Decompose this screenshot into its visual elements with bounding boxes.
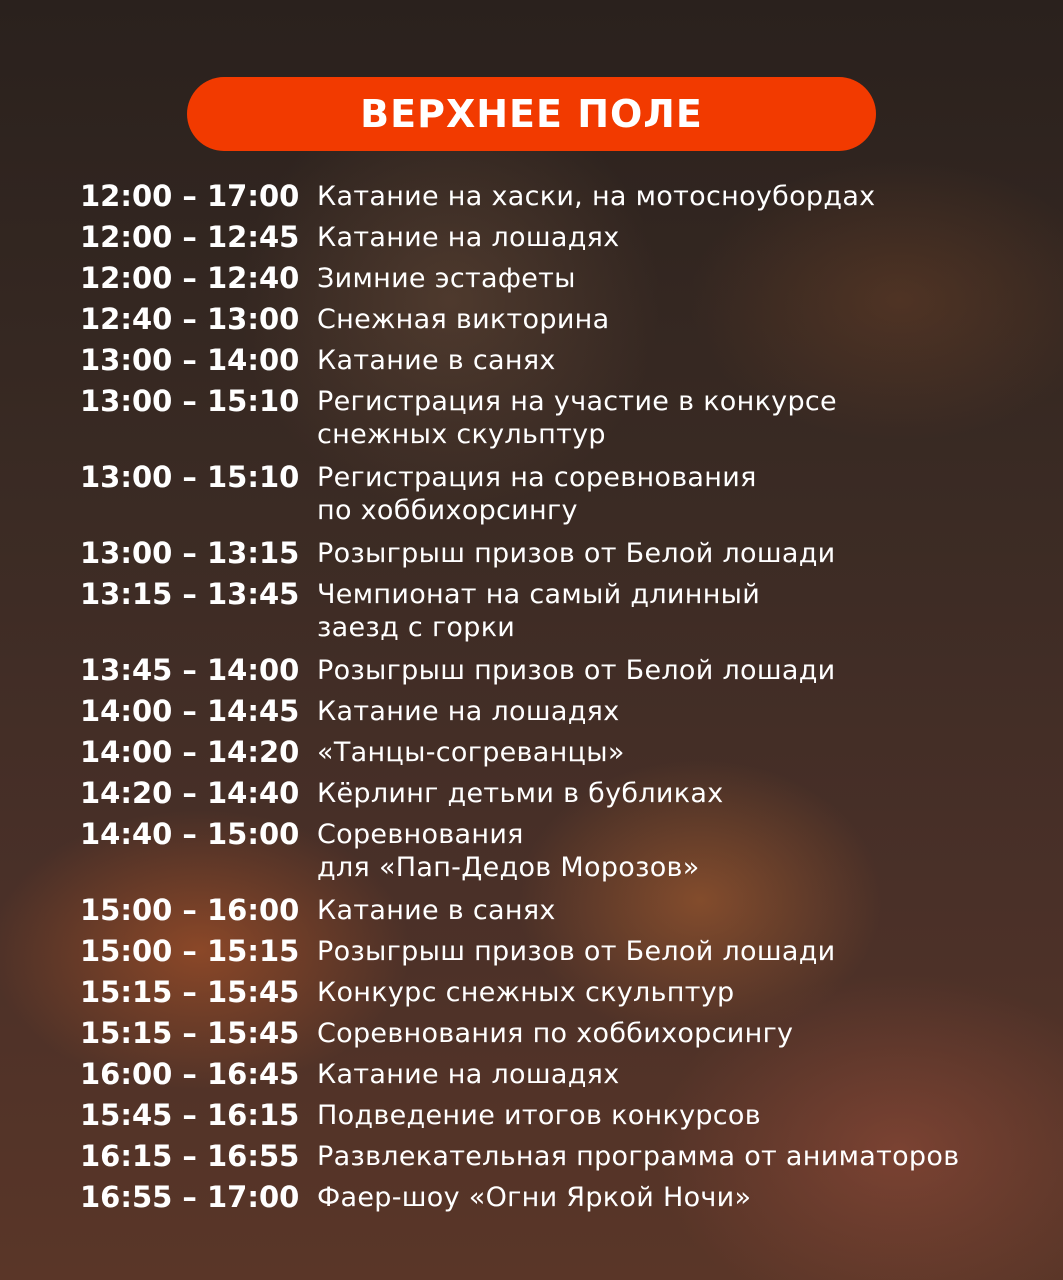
description-line: Соревнования — [317, 819, 524, 850]
schedule-description — [317, 1099, 761, 1132]
schedule-row — [80, 578, 1040, 644]
description-line: заезд с горки — [317, 612, 516, 643]
schedule-description — [317, 695, 619, 728]
description-line: снежных скульптур — [317, 419, 606, 450]
description-line: Розыгрыш призов от Белой лошади — [317, 655, 836, 686]
schedule-description — [317, 736, 625, 769]
schedule-time: 14:00 – 14:45 — [80, 694, 300, 728]
schedule-row — [80, 1099, 1040, 1132]
schedule-row — [80, 1058, 1040, 1091]
schedule-row — [80, 221, 1040, 254]
schedule-time: 13:00 – 15:10 — [80, 460, 300, 494]
schedule-description — [317, 578, 760, 644]
schedule-description — [317, 262, 576, 295]
description-line: Зимние эстафеты — [317, 263, 576, 294]
description-line: Катание на хаски, на мотосноубордах — [317, 181, 876, 212]
section-title: ВЕРХНЕЕ ПОЛЕ — [360, 92, 703, 136]
description-line: Развлекательная программа от аниматоров — [317, 1141, 960, 1172]
schedule-row — [80, 1140, 1040, 1173]
description-line: Розыгрыш призов от Белой лошади — [317, 936, 836, 967]
description-line: Катание в санях — [317, 895, 556, 926]
schedule-row — [80, 180, 1040, 213]
description-line: Фаер-шоу «Огни Яркой Ночи» — [317, 1182, 752, 1213]
schedule-row — [80, 344, 1040, 377]
schedule-description — [317, 818, 700, 884]
schedule-row — [80, 695, 1040, 728]
schedule-time: 12:00 – 17:00 — [80, 179, 300, 213]
schedule-description — [317, 976, 734, 1009]
schedule-time: 16:15 – 16:55 — [80, 1139, 300, 1173]
description-line: Соревнования по хоббихорсингу — [317, 1018, 794, 1049]
description-line: Катание на лошадях — [317, 1059, 620, 1090]
schedule-time: 13:00 – 13:15 — [80, 536, 300, 570]
schedule-row — [80, 303, 1040, 336]
schedule-row — [80, 935, 1040, 968]
schedule-time: 15:00 – 15:15 — [80, 934, 300, 968]
schedule-row — [80, 654, 1040, 687]
schedule-list — [80, 180, 1040, 1222]
schedule-description — [317, 303, 609, 336]
schedule-row — [80, 894, 1040, 927]
schedule-row — [80, 777, 1040, 810]
schedule-time: 12:00 – 12:40 — [80, 261, 300, 295]
schedule-description — [317, 1181, 751, 1214]
schedule-row — [80, 1181, 1040, 1214]
schedule-time: 15:45 – 16:15 — [80, 1098, 300, 1132]
description-line: Катание на лошадях — [317, 222, 620, 253]
description-line: Кёрлинг детьми в бубликах — [317, 778, 724, 809]
schedule-time: 16:00 – 16:45 — [80, 1057, 300, 1091]
description-line: Чемпионат на самый длинный — [317, 579, 761, 610]
schedule-row — [80, 818, 1040, 884]
schedule-description — [317, 385, 837, 451]
schedule-row — [80, 736, 1040, 769]
description-line: «Танцы-согреванцы» — [317, 737, 625, 768]
schedule-description — [317, 1017, 793, 1050]
description-line: Регистрация на соревнования — [317, 462, 757, 493]
section-title-banner — [187, 77, 876, 151]
schedule-time: 16:55 – 17:00 — [80, 1180, 300, 1214]
schedule-time: 15:00 – 16:00 — [80, 893, 300, 927]
schedule-row — [80, 537, 1040, 570]
schedule-time: 15:15 – 15:45 — [80, 1016, 300, 1050]
schedule-description — [317, 180, 875, 213]
schedule-time: 13:15 – 13:45 — [80, 577, 300, 611]
description-line: Розыгрыш призов от Белой лошади — [317, 538, 836, 569]
schedule-description — [317, 894, 556, 927]
description-line: Снежная викторина — [317, 304, 610, 335]
schedule-time: 12:00 – 12:45 — [80, 220, 300, 254]
schedule-time: 14:40 – 15:00 — [80, 817, 300, 851]
schedule-description — [317, 1140, 959, 1173]
schedule-row — [80, 1017, 1040, 1050]
schedule-time: 13:00 – 14:00 — [80, 343, 300, 377]
schedule-description — [317, 1058, 619, 1091]
schedule-row — [80, 461, 1040, 527]
description-line: Конкурс снежных скульптур — [317, 977, 735, 1008]
schedule-row — [80, 262, 1040, 295]
schedule-time: 13:00 – 15:10 — [80, 384, 300, 418]
description-line: Регистрация на участие в конкурсе — [317, 386, 837, 417]
schedule-time: 15:15 – 15:45 — [80, 975, 300, 1009]
description-line: Подведение итогов конкурсов — [317, 1100, 761, 1131]
schedule-description — [317, 537, 836, 570]
description-line: по хоббихорсингу — [317, 495, 578, 526]
schedule-description — [317, 461, 757, 527]
description-line: для «Пап-Дедов Морозов» — [317, 852, 700, 883]
schedule-row — [80, 385, 1040, 451]
schedule-time: 13:45 – 14:00 — [80, 653, 300, 687]
schedule-time: 12:40 – 13:00 — [80, 302, 300, 336]
schedule-description — [317, 654, 836, 687]
schedule-description — [317, 344, 556, 377]
schedule-description — [317, 221, 619, 254]
description-line: Катание на лошадях — [317, 696, 620, 727]
schedule-row — [80, 976, 1040, 1009]
description-line: Катание в санях — [317, 345, 556, 376]
schedule-time: 14:00 – 14:20 — [80, 735, 300, 769]
schedule-description — [317, 777, 723, 810]
schedule-time: 14:20 – 14:40 — [80, 776, 300, 810]
schedule-description — [317, 935, 836, 968]
